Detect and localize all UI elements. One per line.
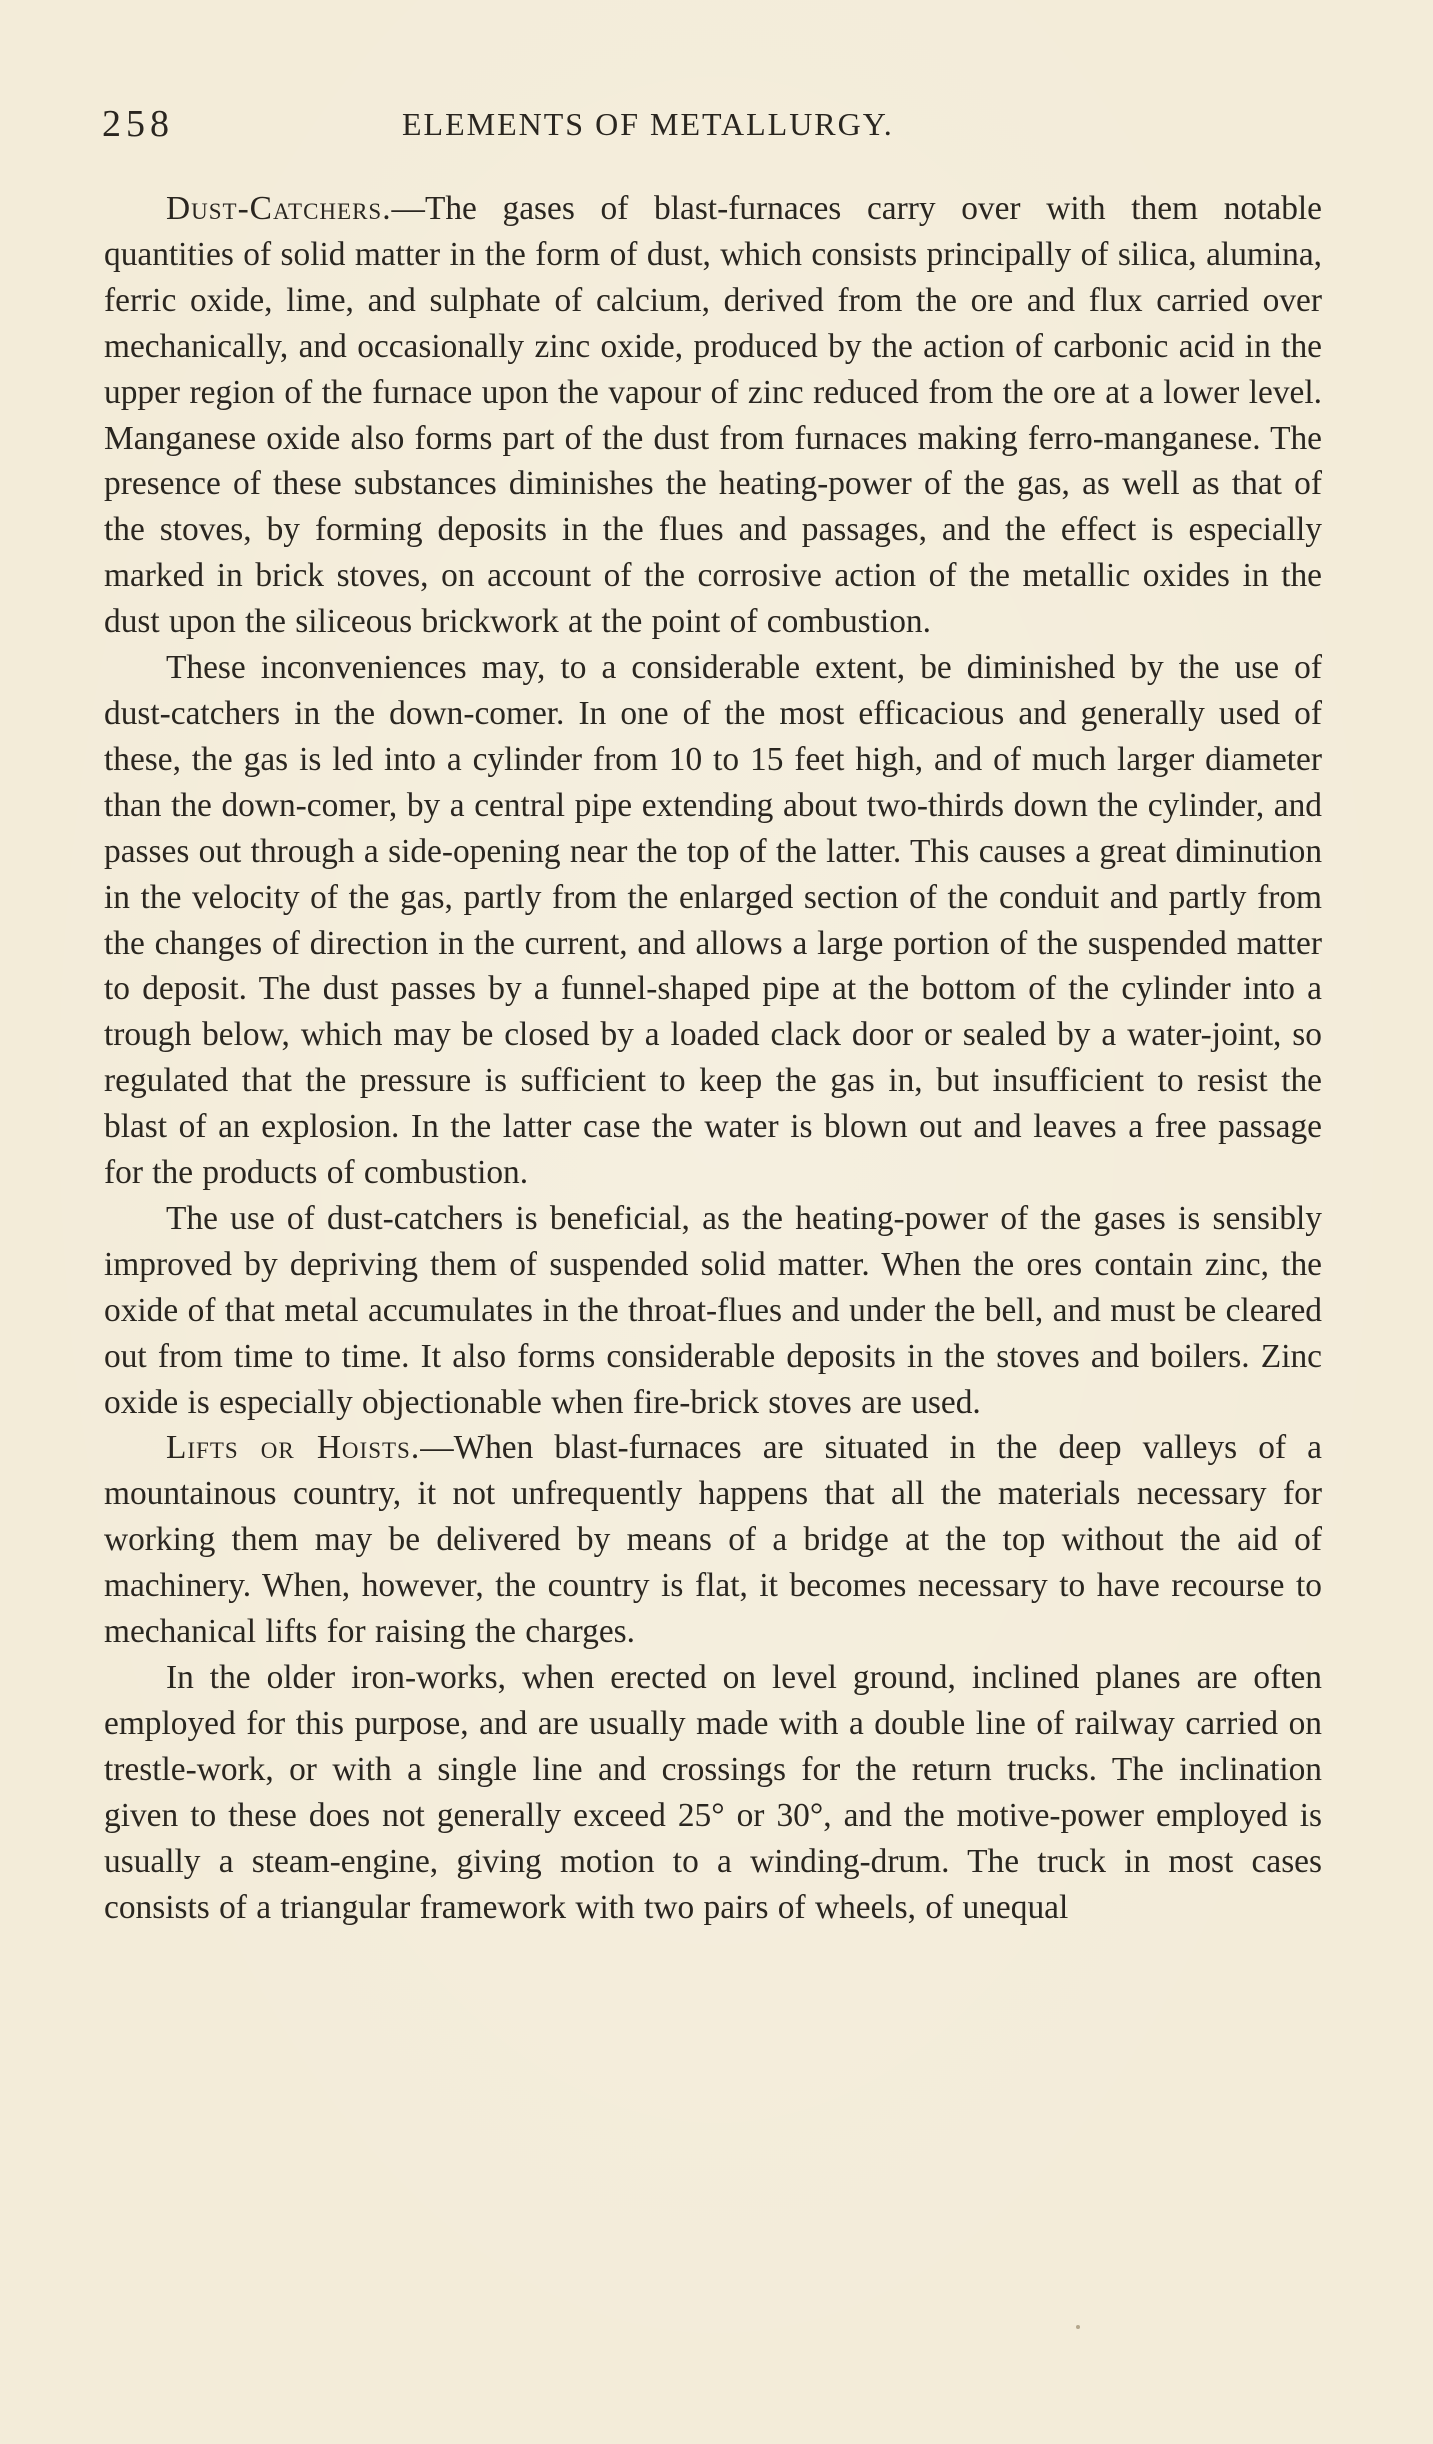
paper-speck <box>1076 2325 1080 2329</box>
page-number: 258 <box>102 103 174 145</box>
paragraph-text: These inconveniences may, to a considerable extent, be diminished by the use of dust-catchers in the down-comer. In one of the most efficacious and generally used of these, the gas is led into a cylinder from 10 to 15 feet high, and of much larger diameter than the down-comer, by a central pipe extending about two-thirds down the cylinder, and passes out through a side-opening near the top of the latter. This causes a great diminution in the velocity of the gas, partly from the enlarged section of the conduit and partly from the changes of direction in the current, and allows a large portion of the suspended matter to deposit. The dust passes by a funnel-shaped pipe at the bottom of the cylinder into a trough below, which may be closed by a loaded clack door or sealed by a water-joint, so regulated that the pressure is sufficient to keep the gas in, but insufficient to resist the blast of an explosion. In the latter case the water is blown out and leaves a free passage for the products of combustion. <box>104 649 1323 1192</box>
paragraph-inconveniences <box>104 645 1322 1196</box>
running-head: ELEMENTS OF METALLURGY. <box>402 106 894 142</box>
paragraph-text: —When blast-furnaces are situated in the deep valleys of a mountainous country, it not unfrequently happens that all the materials necessary for working them may be delivered by means of a bridge at the top without the aid of machinery. When, however, the country is flat, it becomes necessary to have recourse to mechanical lifts for raising the charges. <box>104 1429 1322 1651</box>
section-heading-dust-catchers: Dust-Catchers. <box>166 190 392 227</box>
paragraph-dust-catchers <box>104 186 1322 645</box>
section-heading-lifts-or-hoists: Lifts or Hoists. <box>166 1429 421 1467</box>
paragraph-text: In the older iron-works, when erected on level ground, inclined planes are often employed for this purpose, and are usually made with a double line of railway carried on trestle-work, or with a single line and crossings for the return trucks. The inclination given to these does not generally exceed 25° or 30°, and the motive-power employed is usually a steam-engine, giving motion to a winding-drum. The truck in most cases consists of a triangular framework with two pairs of wheels, of unequal <box>104 1659 1322 1926</box>
paragraph-older-iron-works <box>104 1655 1322 1930</box>
paragraph-text: —The gases of blast-furnaces carry over with them notable quantities of solid matter in the form of dust, which consists principally of silica, alumina, ferric oxide, lime, and sulphate of calcium, derived from the ore and flux carried over mechanically, and occasionally zinc oxide, produced by the action of carbonic acid in the upper region of the furnace upon the vapour of zinc reduced from the ore at a lower level. Manganese oxide also forms part of the dust from furnaces making ferro-manganese. The presence of these substances diminishes the heating-power of the gas, as well as that of the stoves, by forming deposits in the flues and passages, and the effect is especially marked in brick stoves, on account of the corrosive action of the metallic oxides in the dust upon the siliceous brickwork at the point of combustion. <box>104 190 1322 641</box>
page-header <box>102 102 1332 152</box>
body-text <box>104 186 1322 1930</box>
paragraph-text: The use of dust-catchers is beneficial, as the heating-power of the gases is sensibly improved by depriving them of suspended solid matter. When the ores contain zinc, the oxide of that metal accumulates in the throat-flues and under the bell, and must be cleared out from time to time. It also forms considerable deposits in the stoves and boilers. Zinc oxide is especially objectionable when fire-brick stoves are used. <box>104 1199 1322 1421</box>
paragraph-lifts-or-hoists <box>104 1425 1322 1655</box>
paragraph-use-of-dust-catchers <box>104 1196 1322 1426</box>
